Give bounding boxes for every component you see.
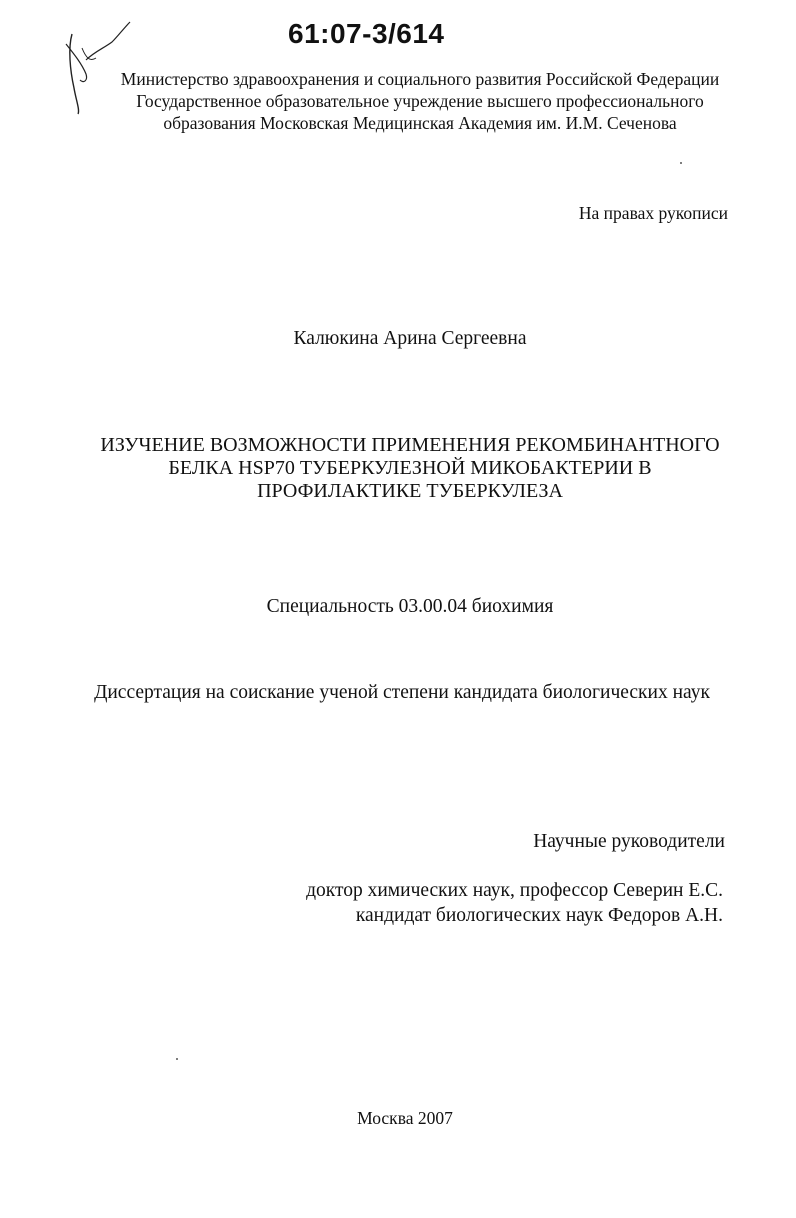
supervisor-1: доктор химических наук, профессор Северин Е.С. [306, 880, 723, 901]
supervisors-list [306, 878, 723, 928]
institution-line-2: Государственное образовательное учреждение высшего профессионального [136, 91, 704, 111]
dissertation-title [0, 434, 796, 503]
rights-note: На правах рукописи [578, 203, 728, 223]
archive-code: 61:07-3/614 [288, 18, 445, 49]
scan-speck [176, 1058, 178, 1060]
title-line-3: ПРОФИЛАКТИКЕ ТУБЕРКУЛЕЗА [257, 480, 563, 502]
institution-line-1: Министерство здравоохранения и социального развития Российской Федерации [120, 69, 720, 89]
supervisors-heading: Научные руководители [533, 831, 725, 852]
title-line-1: ИЗУЧЕНИЕ ВОЗМОЖНОСТИ ПРИМЕНЕНИЯ РЕКОМБИНАНТНОГО [100, 434, 720, 456]
institution-block [100, 68, 740, 134]
institution-line-3: образования Московская Медицинская Академия им. И.М. Сеченова [163, 113, 677, 133]
degree-statement: Диссертация на соискание ученой степени кандидата биологических наук [94, 682, 710, 703]
city-year: Москва 2007 [357, 1108, 453, 1128]
scan-speck [680, 162, 682, 164]
author-name: Калюкина Арина Сергеевна [293, 328, 527, 349]
specialty: Специальность 03.00.04 биохимия [266, 596, 554, 617]
supervisor-2: кандидат биологических наук Федоров А.Н. [355, 905, 723, 926]
title-line-2: БЕЛКА HSP70 ТУБЕРКУЛЕЗНОЙ МИКОБАКТЕРИИ В [168, 457, 652, 479]
